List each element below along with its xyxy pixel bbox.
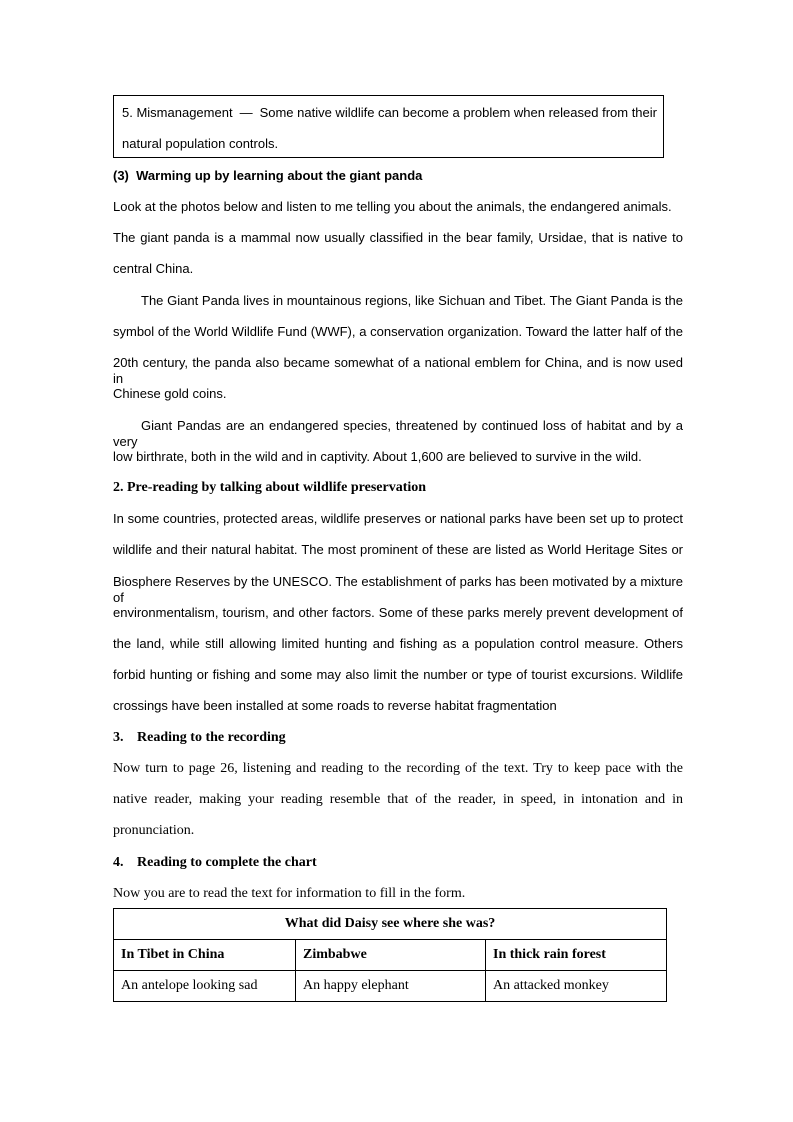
table-header-cell: Zimbabwe bbox=[296, 940, 486, 971]
box-text: Some native wildlife can become a problem when released from their bbox=[259, 105, 657, 120]
pre-reading-line-4: environmentalism, tourism, and other factors. Some of these parks merely prevent development of bbox=[113, 605, 683, 620]
panda-line-7: Chinese gold coins. bbox=[113, 386, 227, 401]
box-line-1 bbox=[122, 105, 657, 120]
box-line-2: natural population controls. bbox=[122, 136, 279, 151]
recording-number: 3. bbox=[113, 730, 124, 745]
pre-reading-line-3: Biosphere Reserves by the UNESCO. The establishment of parks has been motivated by a mixture of bbox=[113, 574, 683, 605]
panda-line-3: central China. bbox=[113, 261, 194, 276]
table-cell: An attacked monkey bbox=[486, 971, 667, 1002]
panda-line-5: symbol of the World Wildlife Fund (WWF), a conservation organization. Toward the latter half of the bbox=[113, 324, 683, 339]
pre-reading-heading: 2. Pre-reading by talking about wildlife preservation bbox=[113, 480, 427, 495]
section-3-number: (3) bbox=[113, 168, 129, 183]
chart-number: 4. bbox=[113, 855, 124, 870]
recording-line-1: Now turn to page 26, listening and reading to the recording of the text. Try to keep pace with the bbox=[113, 761, 683, 776]
mismanagement-box bbox=[113, 95, 664, 158]
table-header-cell: In Tibet in China bbox=[114, 940, 296, 971]
box-dash: — bbox=[239, 105, 253, 120]
pre-reading-line-7: crossings have been installed at some roads to reverse habitat fragmentation bbox=[113, 698, 557, 713]
section-3-heading bbox=[113, 168, 683, 184]
recording-line-3: pronunciation. bbox=[113, 823, 195, 838]
section-3-title: Warming up by learning about the giant panda bbox=[136, 168, 423, 183]
table-row bbox=[114, 971, 667, 1002]
recording-title: Reading to the recording bbox=[137, 730, 286, 745]
panda-line-6: 20th century, the panda also became somewhat of a national emblem for China, and is now used in bbox=[113, 355, 683, 386]
table-cell: An antelope looking sad bbox=[114, 971, 296, 1002]
panda-line-1: Look at the photos below and listen to me telling you about the animals, the endangered animals. bbox=[113, 199, 672, 214]
recording-line-2: native reader, making your reading resemble that of the reader, in speed, in intonation and in bbox=[113, 792, 683, 807]
table-title: What did Daisy see where she was? bbox=[114, 909, 667, 940]
table-header-cell: In thick rain forest bbox=[486, 940, 667, 971]
panda-line-2: The giant panda is a mammal now usually classified in the bear family, Ursidae, that is native to bbox=[113, 230, 683, 245]
chart-title: Reading to complete the chart bbox=[137, 855, 317, 870]
box-label: 5. Mismanagement bbox=[122, 105, 233, 120]
table-header-row bbox=[114, 940, 667, 971]
daisy-table bbox=[113, 908, 667, 1002]
table-title-row bbox=[114, 909, 667, 940]
pre-reading-line-5: the land, while still allowing limited hunting and fishing as a population control measure. Others bbox=[113, 636, 683, 651]
pre-reading-line-1: In some countries, protected areas, wildlife preserves or national parks have been set up to protect bbox=[113, 511, 683, 526]
pre-reading-line-6: forbid hunting or fishing and some may also limit the number or type of tourist excursions. Wildlife bbox=[113, 667, 683, 682]
chart-heading bbox=[113, 855, 683, 871]
panda-line-9: low birthrate, both in the wild and in captivity. About 1,600 are believed to survive in the wild. bbox=[113, 449, 642, 464]
pre-reading-line-2: wildlife and their natural habitat. The most prominent of these are listed as World Heritage Sites or bbox=[113, 542, 683, 557]
chart-intro: Now you are to read the text for information to fill in the form. bbox=[113, 886, 466, 901]
panda-line-4: The Giant Panda lives in mountainous regions, like Sichuan and Tibet. The Giant Panda is the bbox=[141, 293, 683, 308]
recording-heading bbox=[113, 730, 683, 746]
panda-line-8: Giant Pandas are an endangered species, threatened by continued loss of habitat and by a very bbox=[113, 418, 683, 449]
table-cell: An happy elephant bbox=[296, 971, 486, 1002]
